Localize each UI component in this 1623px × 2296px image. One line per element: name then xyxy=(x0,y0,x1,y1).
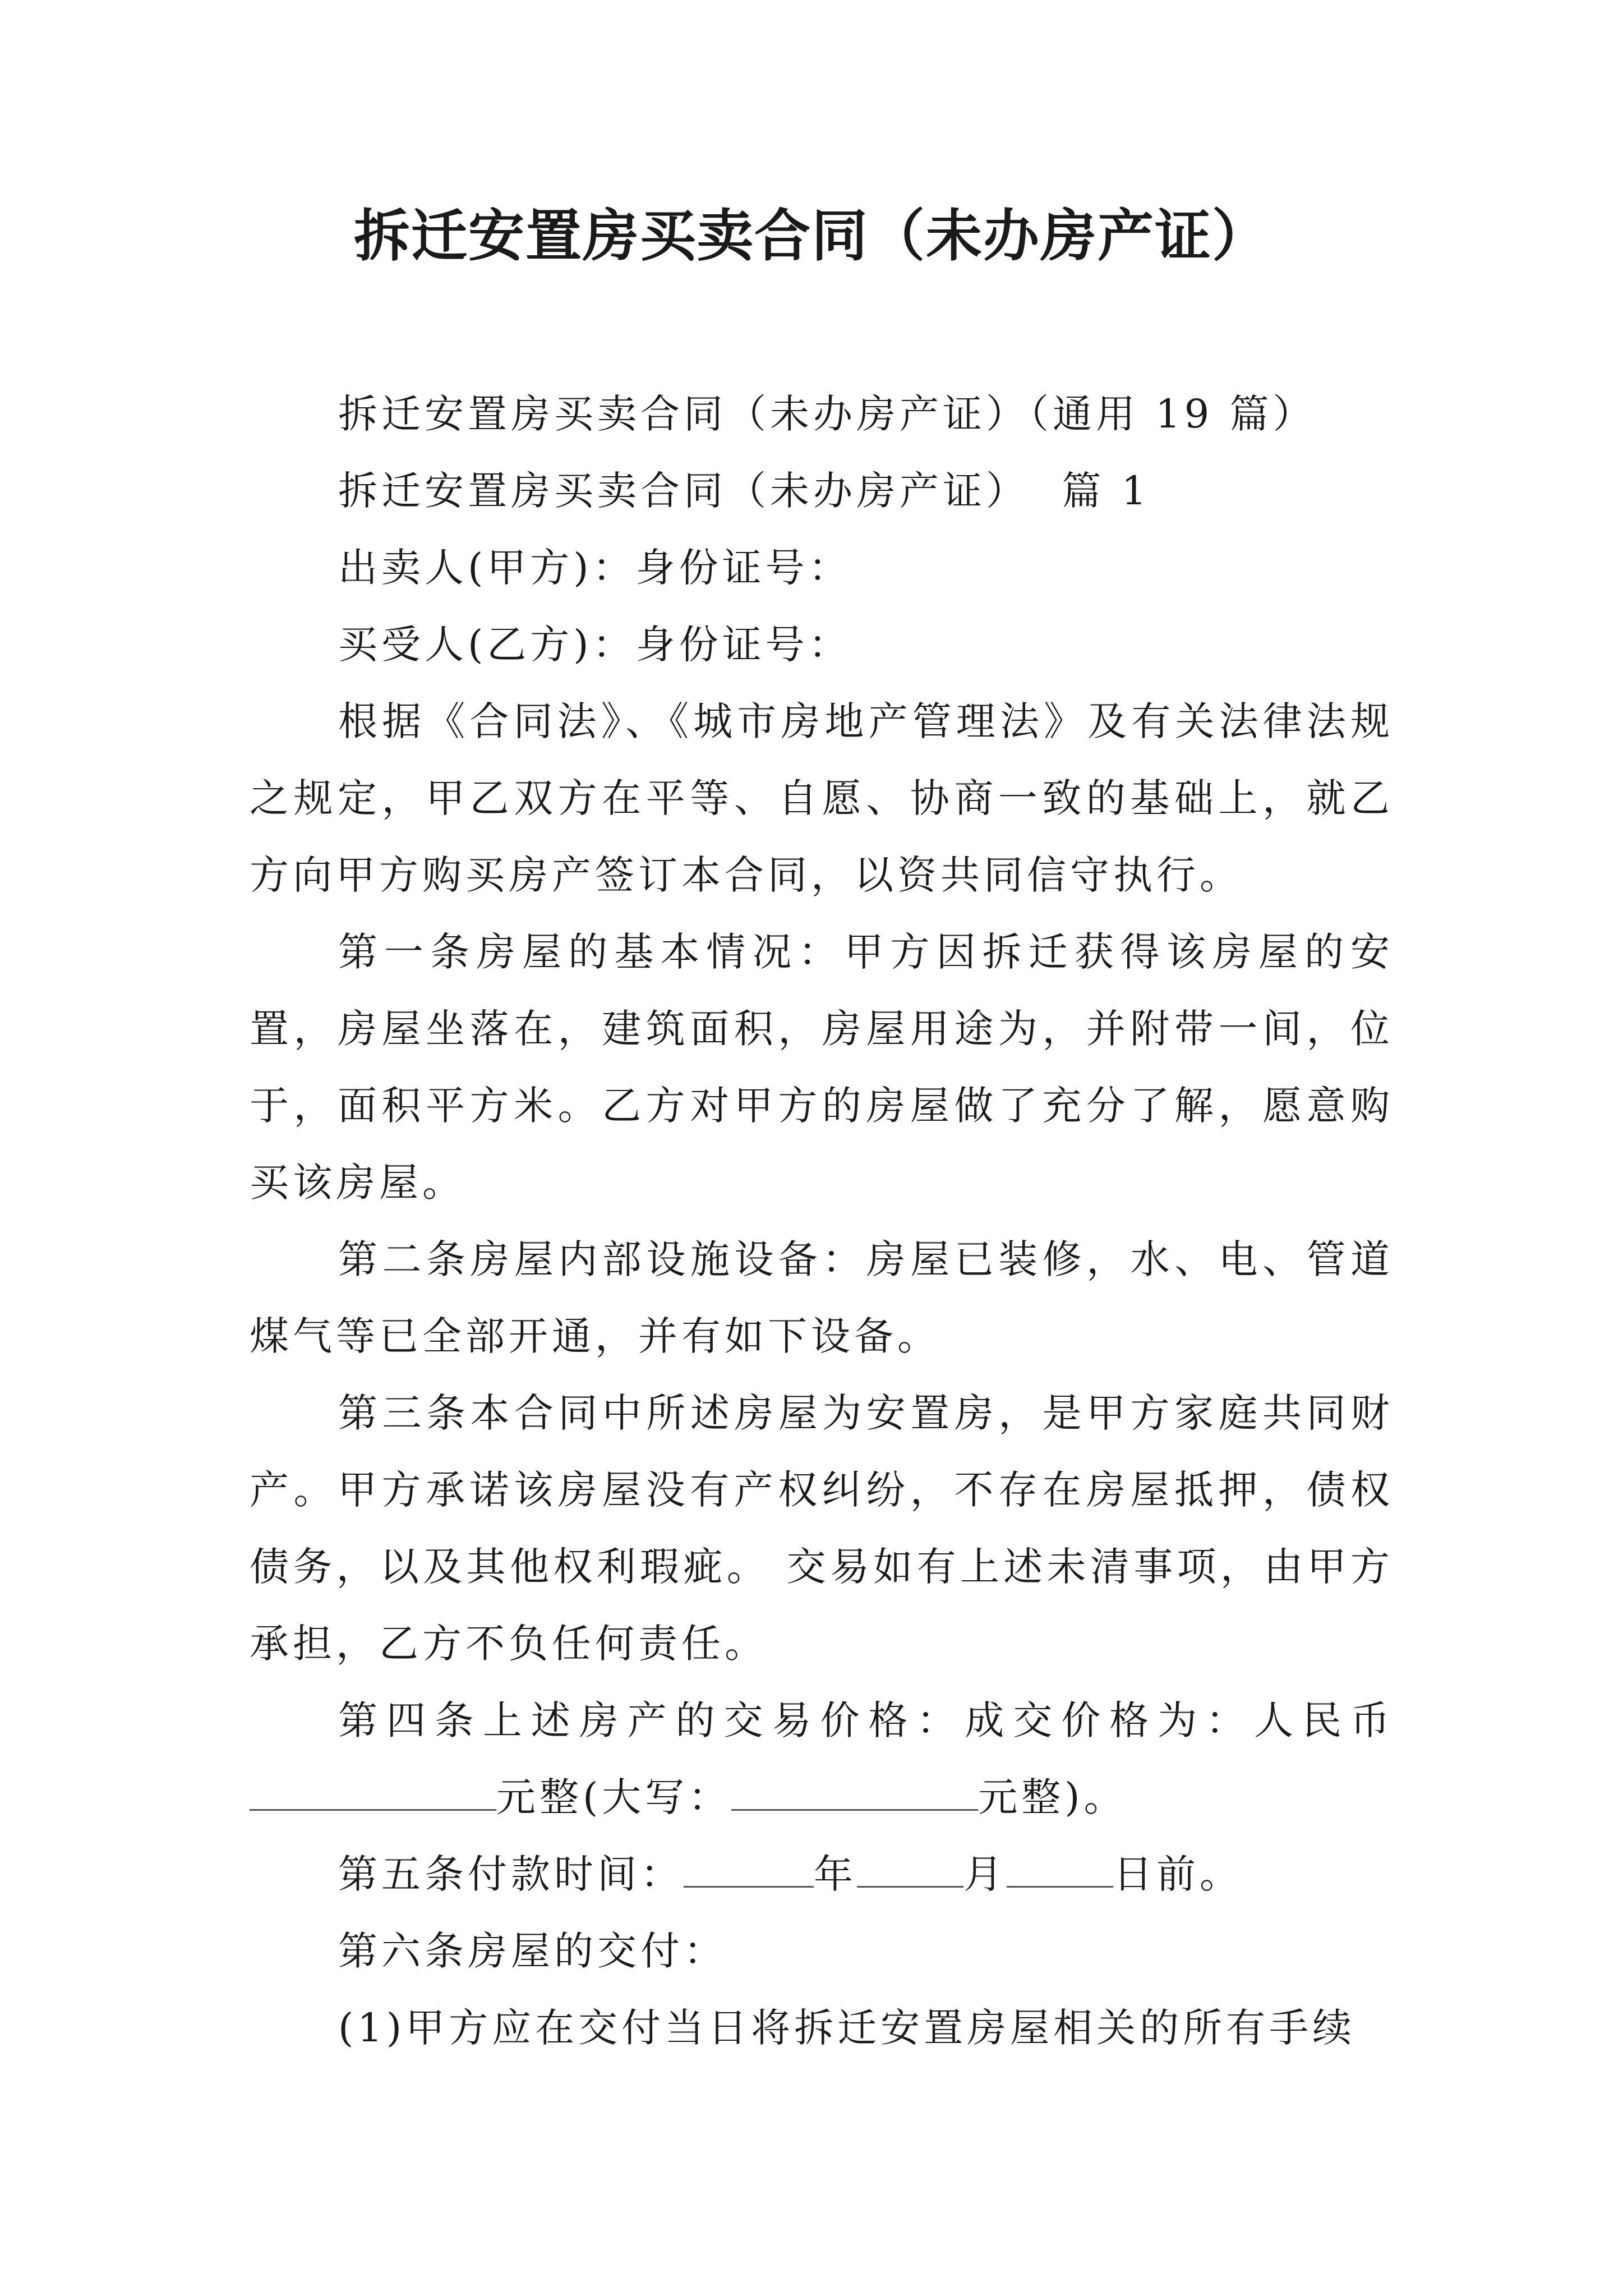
article-4-text-3: 元整)。 xyxy=(978,1774,1127,1820)
year-blank xyxy=(684,1852,814,1888)
article-3: 第三条本合同中所述房屋为安置房，是甲方家庭共同财产。甲方承诺该房屋没有产权纠纷，不存在房屋抵押，债权债务，以及其他权利瑕疵。 交易如有上述未清事项，由甲方承担，乙方不负任何责任。 xyxy=(250,1390,1394,1667)
day-label: 日前。 xyxy=(1113,1851,1243,1897)
section-heading: 拆迁安置房买卖合同（未办房产证） 篇 1 xyxy=(338,468,1151,514)
article-4-text-2: 元整(大写： xyxy=(496,1774,732,1820)
seller-line: 出卖人(甲方)：身份证号： xyxy=(338,545,852,591)
document-title: 拆迁安置房买卖合同（未办房产证） xyxy=(354,203,1269,269)
article-5 xyxy=(250,1836,1394,1913)
month-blank xyxy=(857,1852,963,1888)
article-4 xyxy=(250,1682,1394,1836)
document-body xyxy=(250,376,1394,2067)
article-4-text: 第四条上述房产的交易价格：成交价格为：人民币 xyxy=(338,1697,1394,1743)
intro-paragraph: 根据《合同法》、《城市房地产管理法》及有关法律法规之规定，甲乙双方在平等、自愿、协商一致的基础上，就乙方向甲方购买房产签订本合同，以资共同信守执行。 xyxy=(250,698,1394,898)
day-blank xyxy=(1007,1852,1113,1888)
price-words-blank xyxy=(731,1775,978,1811)
article-1: 第一条房屋的基本情况：甲方因拆迁获得该房屋的安置，房屋坐落在，建筑面积，房屋用途为，并附带一间，位于，面积平方米。乙方对甲方的房屋做了充分了解，愿意购买该房屋。 xyxy=(250,929,1394,1205)
year-label: 年 xyxy=(814,1851,857,1897)
subtitle: 拆迁安置房买卖合同（未办房产证）（通用 19 篇） xyxy=(338,391,1316,437)
article-2: 第二条房屋内部设施设备：房屋已装修，水、电、管道煤气等已全部开通，并有如下设备。 xyxy=(250,1236,1394,1359)
article-5-text: 第五条付款时间： xyxy=(338,1851,684,1897)
month-label: 月 xyxy=(963,1851,1007,1897)
article-6: 第六条房屋的交付： xyxy=(338,1928,727,1974)
article-6-item-1: (1)甲方应在交付当日将拆迁安置房屋相关的所有手续 xyxy=(338,2005,1356,2051)
buyer-line: 买受人(乙方)：身份证号： xyxy=(338,622,852,668)
price-blank xyxy=(250,1775,496,1811)
